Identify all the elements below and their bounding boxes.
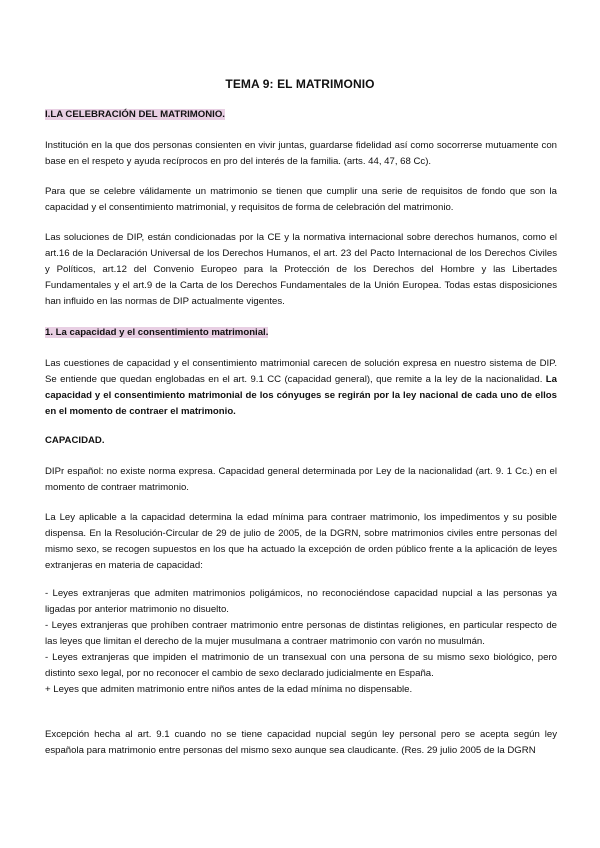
section-heading-text: I.LA CELEBRACIÓN DEL MATRIMONIO.	[45, 109, 225, 120]
paragraph-definition: Institución en la que dos personas consienten en vivir juntas, guardarse fidelidad así como socorrerse mutuamente con base en el respeto y ayuda recíprocos en pro del interés de la familia. (arts. 44, 47, 68 Cc).	[45, 140, 557, 167]
paragraph-applicable-law: La Ley aplicable a la capacidad determina la edad mínima para contraer matrimonio, los impedimentos y su posible dispensa. En la Resolución-Circular de 29 de julio de 2005, de la DGRN, sobre matrimonios civiles entre personas del mismo sexo, se recogen supuestos en los que ha actuado la excepción de orden público frente a la aplicación de leyes extranjeras en materia de capacidad:	[45, 512, 557, 571]
paragraph-capacity-consent-text: Las cuestiones de capacidad y el consentimiento matrimonial carecen de solución expresa en nuestro sistema de DIP. Se entiende que quedan englobadas en el art. 9.1 CC (capacidad general), que remite a la ley de la nacionalidad.	[45, 358, 557, 385]
paragraph-requirements: Para que se celebre válidamente un matrimonio se tienen que cumplir una serie de requisitos de fondo que son la capacidad y el consentimiento matrimonial, y requisitos de forma de celebración del matrimonio.	[45, 186, 557, 213]
list-item: - Leyes extranjeras que admiten matrimonios poligámicos, no reconociéndose capacidad nupcial a las personas ya ligadas por anterior matrimonio no disuelto.	[45, 588, 557, 615]
subsection-heading	[45, 325, 557, 341]
paragraph-dipr-spanish: DIPr español: no existe norma expresa. Capacidad general determinada por Ley de la nacionalidad (art. 9. 1 Cc.) en el momento de contraer matrimonio.	[45, 466, 557, 493]
list-item: + Leyes que admiten matrimonio entre niños antes de la edad mínima no dispensable.	[45, 684, 413, 695]
paragraph-dip-solutions: Las soluciones de DIP, están condicionadas por la CE y la normativa internacional sobre derechos humanos, como el art.16 de la Declaración Universal de los Derechos Humanos, el art. 23 del Pacto Internacional de los Derechos Civiles y Políticos, art.12 del Convenio Europeo para la Protección de los Derechos del Hombre y las Libertades Fundamentales y el art.9 de la Carta de los Derechos Fundamentales de la Unión Europea. Todas estas disposiciones han influido en las normas de DIP actualmente vigentes.	[45, 232, 557, 307]
section-heading	[45, 107, 557, 123]
subsection-heading-text: 1. La capacidad y el consentimiento matrimonial.	[45, 327, 269, 338]
paragraph-capacity-consent	[45, 356, 557, 420]
page-title: TEMA 9: EL MATRIMONIO	[225, 77, 375, 91]
paragraph-capacity-consent-bold: La capacidad y el consentimiento matrimonial de los cónyuges se regirán por la ley nacional de cada uno de ellos en el momento de contraer el matrimonio.	[45, 374, 557, 417]
list-item: - Leyes extranjeras que impiden el matrimonio de un transexual con una persona de su mismo sexo biológico, pero distinto sexo legal, por no reconocer el cambio de sexo declarado judicialmente en España.	[45, 652, 557, 679]
capacidad-heading: CAPACIDAD.	[45, 435, 105, 446]
exceptions-list	[45, 586, 557, 698]
paragraph-exception-art9: Excepción hecha al art. 9.1 cuando no se tiene capacidad nupcial según ley personal pero se acepta según ley española para matrimonio entre personas del mismo sexo aunque sea claudicante. (Res. 29 julio 2005 de la DGRN	[45, 729, 557, 756]
list-item: - Leyes extranjeras que prohíben contraer matrimonio entre personas de distintas religiones, en particular respecto de las leyes que limitan el derecho de la mujer musulmana a contraer matrimonio con varón no musulmán.	[45, 620, 557, 647]
